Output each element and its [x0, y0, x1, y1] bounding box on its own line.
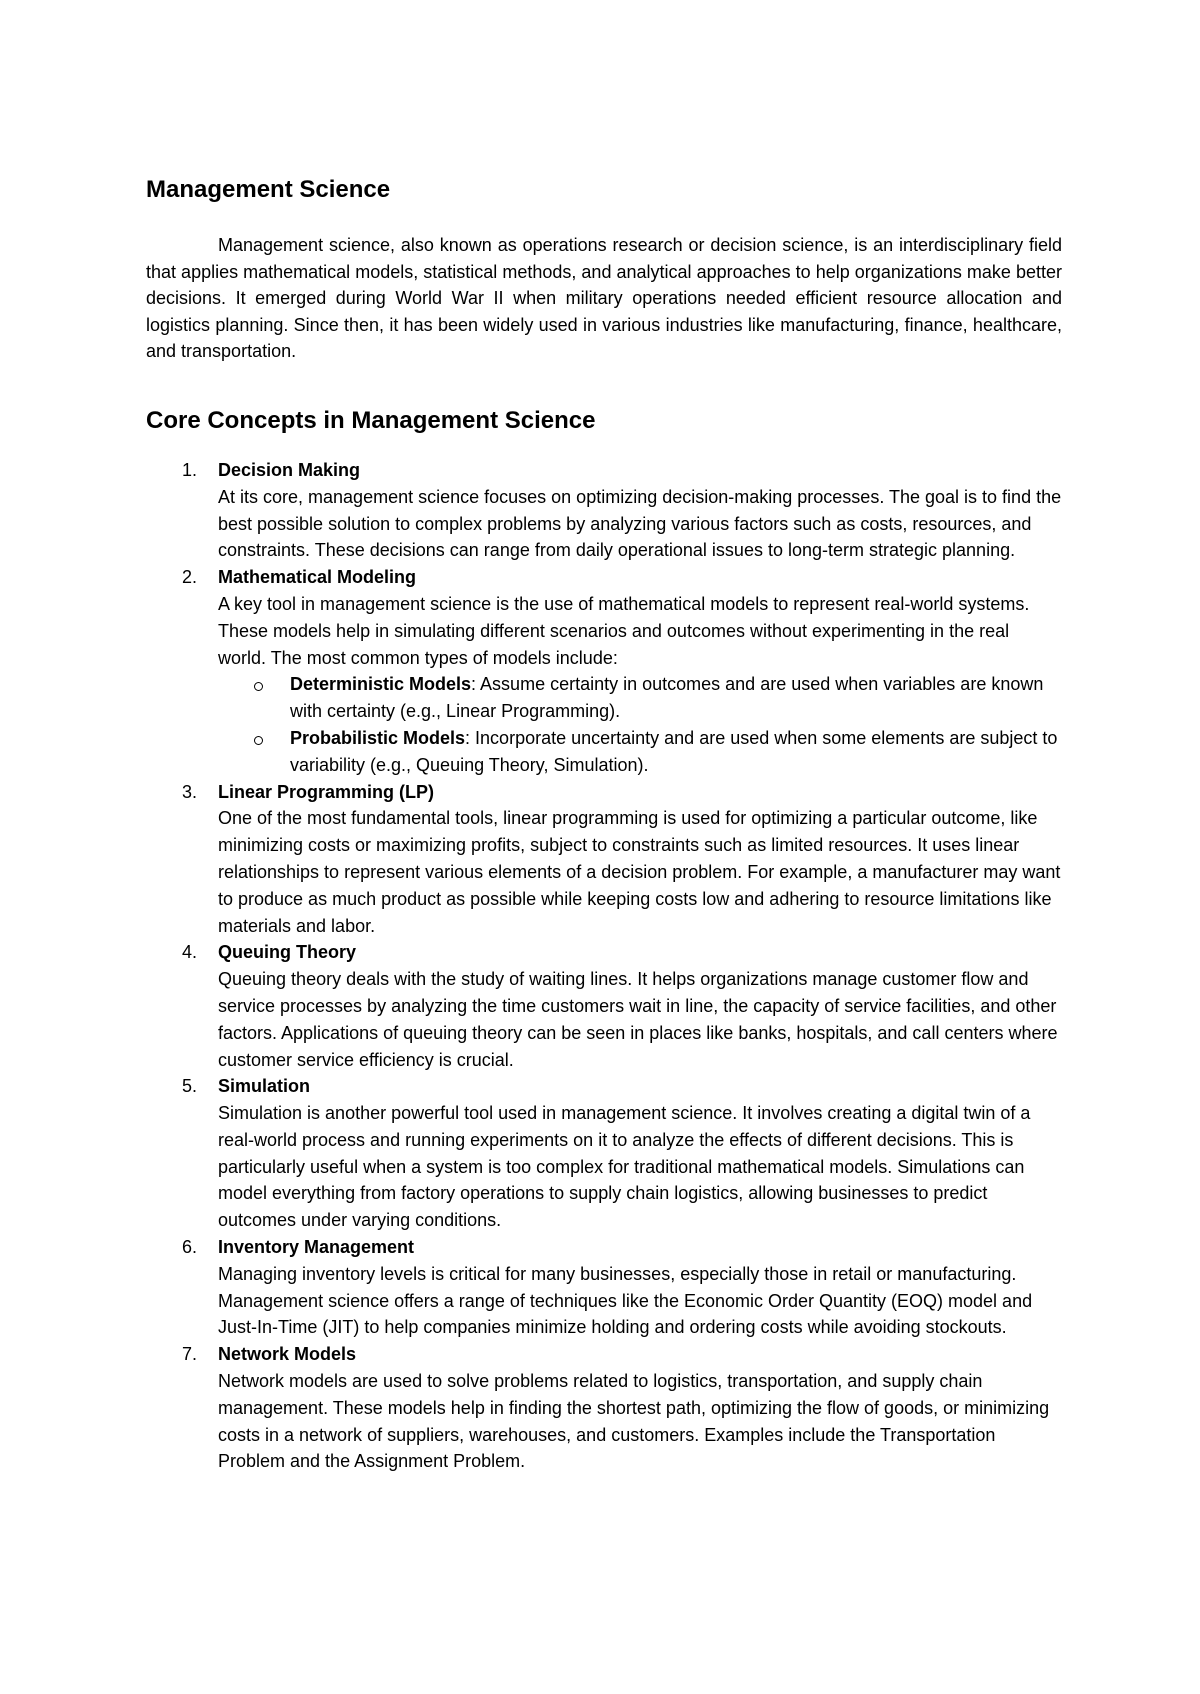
intro-paragraph: Management science, also known as operations research or decision science, is an interdisciplinary field that applies mathematical models, statistical methods, and analytical approaches to help organizations make better decisions. It emerged during World War II when military operations needed efficient resource allocation and logistics planning. Since then, it has been widely used in various industries like manufacturing, finance, healthcare, and transportation. [146, 235, 1062, 362]
model-types-list [218, 671, 1062, 778]
item-title: Inventory Management [218, 1237, 415, 1258]
sub-item-text: : Incorporate uncertainty and are used when some elements are subject to variability (e.g., Queuing Theory, Simulation). [290, 727, 1058, 775]
item-body: A key tool in management science is the use of mathematical models to represent real-world systems. These models help in simulating different scenarios and outcomes without experimenting in the real world. The most common types of models include: [218, 593, 1030, 668]
item-number: 5. [182, 1076, 198, 1097]
item-title: Simulation [218, 1076, 311, 1097]
list-item [146, 1341, 1062, 1475]
item-body: Simulation is another powerful tool used in management science. It involves creating a digital twin of a real-world process and running experiments on it to analyze the effects of different decisions. This is particularly useful when a system is too complex for traditional mathematical models. Simulations can model everything from factory operations to supply chain logistics, allowing businesses to predict outcomes under varying conditions. [218, 1103, 1031, 1231]
section-title: Core Concepts in Management Science [146, 406, 596, 434]
sub-list-item [218, 671, 1062, 725]
hollow-circle-bullet-icon [254, 682, 263, 691]
list-item [146, 779, 1062, 940]
item-number: 4. [182, 942, 198, 963]
list-item [146, 939, 1062, 1073]
item-title: Queuing Theory [218, 942, 357, 963]
item-number: 2. [182, 567, 198, 588]
sub-item-text: : Assume certainty in outcomes and are used when variables are known with certainty (e.g., Linear Programming). [290, 674, 1044, 722]
item-title: Linear Programming (LP) [218, 781, 435, 802]
item-body: At its core, management science focuses on optimizing decision-making processes. The goal is to find the best possible solution to complex problems by analyzing various factors such as costs, resources, and constraints. These decisions can range from daily operational issues to long-term strategic planning. [218, 486, 1062, 561]
item-title: Mathematical Modeling [218, 567, 417, 588]
item-title: Decision Making [218, 459, 361, 480]
item-body: Managing inventory levels is critical for many businesses, especially those in retail or manufacturing. Management science offers a range of techniques like the Economic Order Quantity (EOQ) model and Just-In-Time (JIT) to help companies minimize holding and ordering costs while avoiding stockouts. [218, 1263, 1033, 1338]
sub-item-term: Deterministic Models [290, 674, 472, 695]
document-title: Management Science [146, 176, 391, 203]
list-item [146, 1073, 1062, 1234]
concepts-list [146, 457, 1062, 1475]
item-number: 6. [182, 1237, 198, 1258]
item-title: Network Models [218, 1344, 357, 1365]
hollow-circle-bullet-icon [254, 736, 263, 745]
document-content [146, 174, 1062, 1475]
list-item [146, 564, 1062, 778]
item-number: 3. [182, 781, 198, 802]
item-number: 1. [182, 459, 198, 480]
item-body: One of the most fundamental tools, linear programming is used for optimizing a particular outcome, like minimizing costs or maximizing profits, subject to constraints such as limited resources. It uses linear relationships to represent various elements of a decision problem. For example, a manufacturer may want to produce as much product as possible while keeping costs low and adhering to resource limitations like materials and labor. [218, 808, 1061, 936]
list-item [146, 1234, 1062, 1341]
item-number: 7. [182, 1344, 198, 1365]
sub-item-term: Probabilistic Models [290, 727, 466, 748]
item-body: Queuing theory deals with the study of waiting lines. It helps organizations manage customer flow and service processes by analyzing the time customers wait in line, the capacity of service facilities, and other factors. Applications of queuing theory can be seen in places like banks, hospitals, and call centers where customer service efficiency is crucial. [218, 969, 1058, 1070]
list-item [146, 457, 1062, 564]
sub-list-item [218, 725, 1062, 779]
item-body: Network models are used to solve problems related to logistics, transportation, and supply chain management. These models help in finding the shortest path, optimizing the flow of goods, or minimizing costs in a network of suppliers, warehouses, and customers. Examples include the Transportation Problem and the Assignment Problem. [218, 1371, 1050, 1472]
